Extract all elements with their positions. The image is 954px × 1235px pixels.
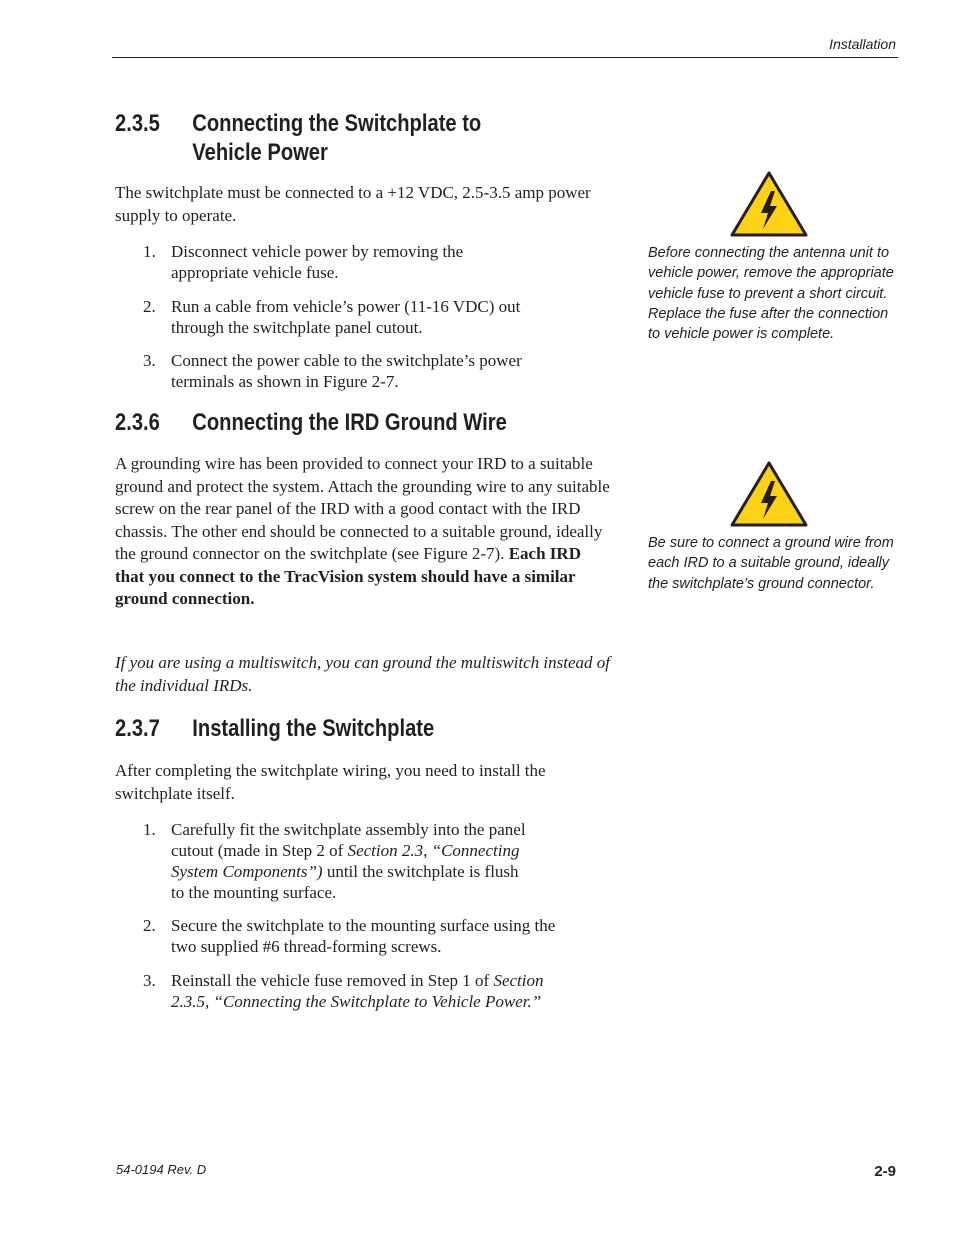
section-title-line2: Vehicle Power (192, 139, 328, 166)
list-item (143, 296, 563, 338)
section-number: 2.3.6 (115, 409, 160, 436)
italic-note: If you are using a multiswitch, you can ground the multiswitch instead of the individual IRDs. (115, 653, 611, 695)
heading-2-3-5 (115, 109, 481, 167)
paragraph-bold-text: Each IRD that you connect to the TracVision system should have a similar ground connection. (115, 544, 581, 608)
section-title: Installing the Switchplate (192, 715, 435, 742)
paragraph-text: A grounding wire has been provided to connect your IRD to a suitable ground and protect the system. Attach the grounding wire to any suitable screw on the rear panel of the IRD with a good contact with the IRD chassis. The other end should be connected to a suitable ground, ideally the ground connector on the switchplate (see Figure 2-7). (115, 454, 610, 563)
list-number: 3. (143, 351, 156, 370)
list-text (171, 819, 533, 903)
list-number: 2. (143, 916, 156, 935)
list-item (143, 970, 563, 1012)
section-title: Connecting the IRD Ground Wire (192, 409, 507, 436)
list-text: Secure the switchplate to the mounting surface using the two supplied #6 thread-forming screws. (171, 916, 556, 956)
list-item (143, 350, 543, 392)
list-item (143, 241, 543, 283)
list-text: Run a cable from vehicle’s power (11-16 VDC) out through the switchplate panel cutout. (171, 297, 521, 337)
list-text-part: until the switchplate is flush to the mounting surface. (171, 862, 519, 902)
list-number: 2. (143, 297, 156, 316)
list-item (143, 819, 533, 903)
section-title-line1: Connecting the Switchplate to (192, 110, 482, 137)
heading-2-3-7 (115, 714, 434, 743)
list-text-part: Reinstall the vehicle fuse removed in Step 1 of (171, 971, 494, 990)
section-number: 2.3.5 (115, 110, 160, 137)
page-number: 2-9 (874, 1163, 896, 1180)
list-text-part: Carefully fit the switchplate assembly into the panel cutout (made in Step 2 of (171, 820, 526, 860)
document-number: 54-0194 Rev. D (116, 1162, 207, 1177)
high-voltage-warning-icon (730, 171, 808, 237)
list-number: 1. (143, 820, 156, 839)
list-text (171, 970, 563, 1012)
list-number: 3. (143, 971, 156, 990)
section-number: 2.3.7 (115, 715, 160, 742)
paragraph (115, 453, 613, 611)
warning-note: Be sure to connect a ground wire from each IRD to a suitable ground, ideally the switchplate’s ground connector. (648, 535, 894, 592)
heading-2-3-6 (115, 408, 507, 437)
list-number: 1. (143, 242, 156, 261)
cross-reference: Section 2.3, “Connecting System Components”) (171, 841, 520, 881)
high-voltage-warning-icon (730, 461, 808, 527)
list-item (143, 915, 563, 957)
warning-note: Before connecting the antenna unit to vehicle power, remove the appropriate vehicle fuse to prevent a short circuit. Replace the fuse after the connection to vehicle power is complete. (648, 245, 894, 343)
cross-reference: Section 2.3.5, “Connecting the Switchplate to Vehicle Power.” (171, 971, 544, 1011)
header-rule (112, 57, 898, 58)
paragraph: After completing the switchplate wiring, you need to install the switchplate itself. (115, 761, 546, 803)
list-text: Disconnect vehicle power by removing the appropriate vehicle fuse. (171, 242, 464, 282)
list-text: Connect the power cable to the switchplate’s power terminals as shown in Figure 2-7. (171, 351, 522, 391)
running-header: Installation (829, 36, 896, 52)
paragraph: The switchplate must be connected to a +12 VDC, 2.5-3.5 amp power supply to operate. (115, 183, 591, 225)
